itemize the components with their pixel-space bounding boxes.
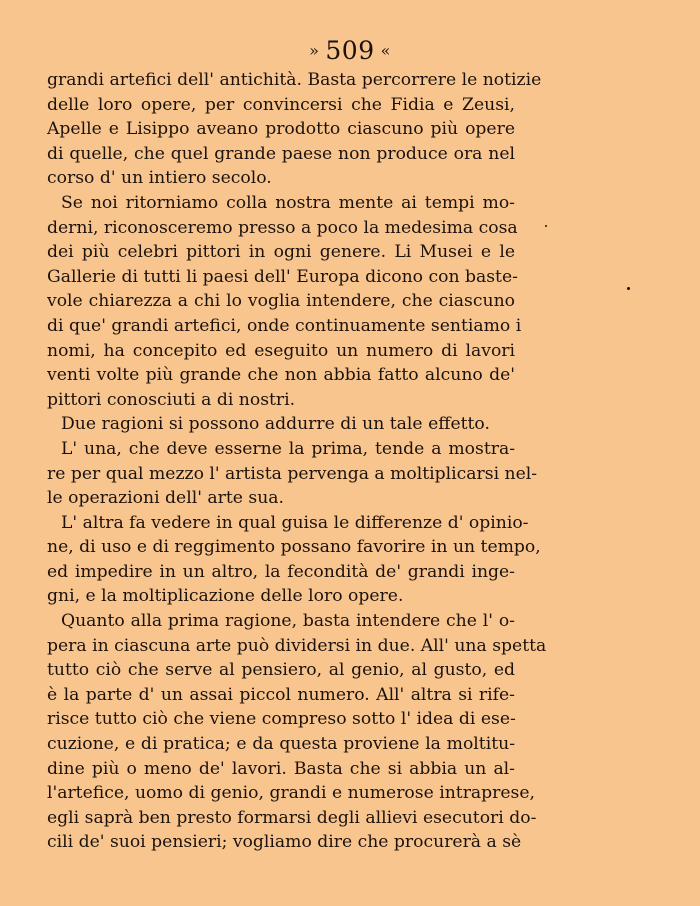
scan-speck [627, 287, 630, 290]
page-number: 509 [325, 36, 375, 65]
text-line: le operazioni dell' arte sua. [47, 488, 285, 509]
text-line: dine più o meno de' lavori. Basta che si abbia un al- [47, 758, 515, 779]
text-line: L' una, che deve esserne la prima, tende a mostra- [61, 438, 515, 459]
text-line: dei più celebri pittori in ogni genere. Li Musei e le [47, 242, 515, 263]
text-line: di quelle, che quel grande paese non produce ora nel [47, 143, 515, 164]
text-line: di que' grandi artefici, onde continuamente sentiamo i [47, 315, 522, 336]
text-line: corso d' un intiero secolo. [47, 168, 272, 189]
page-header [0, 36, 700, 66]
text-line: ed impedire in un altro, la fecondità de' grandi inge- [47, 561, 515, 582]
text-line: tutto ciò che serve al pensiero, al genio, al gusto, ed [47, 660, 515, 681]
text-line: Due ragioni si possono addurre di un tale effetto. [61, 414, 490, 435]
text-line: Apelle e Lisippo aveano prodotto ciascuno più opere [47, 119, 515, 140]
text-line: delle loro opere, per convincersi che Fidia e Zeusi, [47, 94, 515, 115]
text-line: venti volte più grande che non abbia fatto alcuno de' [47, 365, 515, 386]
text-line: risce tutto ciò che viene compreso sotto l' idea di ese- [47, 709, 516, 730]
text-line: grandi artefici dell' antichità. Basta percorrere le notizie [47, 70, 542, 90]
text-line: L' altra fa vedere in qual guisa le differenze d' opinio- [61, 512, 529, 533]
text-line: Se noi ritorniamo colla nostra mente ai tempi mo- [61, 192, 515, 213]
text-line: pittori conosciuti a di nostri. [47, 389, 296, 410]
scan-speck [545, 225, 547, 227]
right-ornament: « [380, 41, 391, 60]
text-line: Gallerie di tutti li paesi dell' Europa dicono con baste- [47, 266, 518, 287]
text-line: è la parte d' un assai piccol numero. All' altra si rife- [47, 684, 515, 705]
text-line: re per qual mezzo l' artista pervenga a moltiplicarsi nel- [47, 463, 538, 484]
text-line: ne, di uso e di reggimento possano favorire in un tempo, [47, 537, 541, 558]
text-line: egli saprà ben presto formarsi degli allievi esecutori do- [47, 807, 537, 828]
text-line: vole chiarezza a chi lo voglia intendere, che ciascuno [47, 291, 515, 312]
text-line: cuzione, e di pratica; e da questa proviene la moltitu- [47, 734, 515, 755]
left-ornament: » [309, 41, 320, 60]
page-body-text [47, 68, 547, 855]
text-line: derni, riconosceremo presso a poco la medesima cosa [47, 217, 518, 238]
text-line: cili de' suoi pensieri; vogliamo dire che procurerà a sè [47, 832, 522, 853]
text-line: Quanto alla prima ragione, basta intendere che l' o- [61, 611, 515, 632]
text-line: nomi, ha concepito ed eseguito un numero di lavori [47, 340, 515, 361]
text-line: l'artefice, uomo di genio, grandi e numerose intraprese, [47, 783, 535, 804]
text-line: pera in ciascuna arte può dividersi in due. All' una spetta [47, 635, 547, 656]
text-line: gni, e la moltiplicazione delle loro opere. [47, 586, 404, 607]
